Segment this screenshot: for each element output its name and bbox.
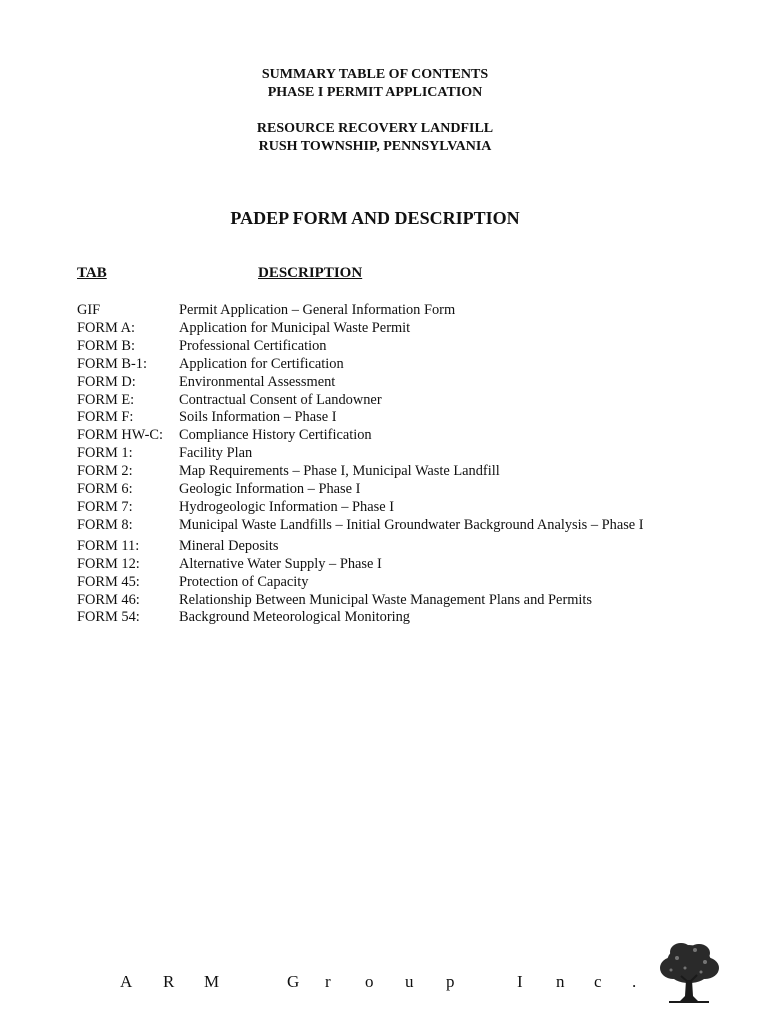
- table-row: [77, 338, 727, 356]
- row-tab: FORM B:: [77, 337, 135, 354]
- row-tab: GIF: [77, 302, 101, 318]
- row-tab: FORM 2:: [77, 463, 133, 480]
- row-description: Environmental Assessment: [179, 373, 336, 390]
- row-description: Municipal Waste Landfills – Initial Groundwater Background Analysis – Phase I: [179, 516, 644, 533]
- table-row: [77, 356, 727, 374]
- row-description: Compliance History Certification: [179, 427, 372, 444]
- row-tab: FORM 54:: [77, 609, 140, 626]
- contents-table: [77, 302, 727, 627]
- table-row: [77, 592, 727, 610]
- row-description: Hydrogeologic Information – Phase I: [179, 498, 395, 515]
- description-column-header: DESCRIPTION: [258, 265, 363, 281]
- row-tab: FORM 6:: [77, 481, 133, 498]
- row-tab: FORM 46:: [77, 591, 140, 608]
- row-description: Application for Certification: [179, 355, 344, 372]
- row-tab: FORM 12:: [77, 555, 140, 572]
- doc-title-line-1: SUMMARY TABLE OF CONTENTS: [261, 67, 489, 82]
- table-row: [77, 463, 727, 481]
- tab-column-header: TAB: [77, 265, 107, 281]
- table-row: [77, 556, 727, 574]
- row-tab: FORM F:: [77, 409, 134, 426]
- tree-logo-icon: [655, 940, 723, 1006]
- footer-letter: c: [594, 972, 602, 991]
- footer-letter: u: [405, 972, 414, 991]
- row-tab: FORM 1:: [77, 445, 133, 462]
- row-description: Application for Municipal Waste Permit: [179, 319, 411, 336]
- doc-subtitle-line-1: RESOURCE RECOVERY LANDFILL: [256, 121, 494, 136]
- footer-letter: o: [365, 972, 374, 991]
- row-description: Professional Certification: [179, 337, 327, 354]
- row-description: Geologic Information – Phase I: [179, 481, 361, 498]
- row-tab: FORM A:: [77, 319, 135, 336]
- row-description: Mineral Deposits: [179, 537, 279, 554]
- table-row: [77, 374, 727, 392]
- row-tab: FORM 7:: [77, 498, 133, 515]
- table-row: [77, 302, 727, 320]
- row-description: Facility Plan: [179, 445, 253, 462]
- doc-subtitle-line-2: RUSH TOWNSHIP, PENNSYLVANIA: [258, 139, 492, 154]
- table-row: [77, 609, 727, 627]
- table-row: [77, 538, 727, 556]
- section-title: PADEP FORM AND DESCRIPTION: [230, 208, 520, 228]
- table-row: [77, 320, 727, 338]
- footer-letter: G: [287, 972, 300, 991]
- row-description: Contractual Consent of Landowner: [179, 391, 382, 408]
- footer-letter: r: [325, 972, 331, 991]
- table-row: [77, 427, 727, 445]
- row-description: Map Requirements – Phase I, Municipal Waste Landfill: [179, 463, 500, 480]
- table-row: [77, 445, 727, 463]
- footer-letter: n: [556, 972, 565, 991]
- footer-letter: p: [446, 972, 455, 991]
- row-description: Permit Application – General Information Form: [179, 302, 456, 318]
- table-row: [77, 409, 727, 427]
- row-tab: FORM 11:: [77, 537, 140, 554]
- row-tab: FORM HW-C:: [77, 427, 163, 444]
- table-row: [77, 392, 727, 410]
- footer-letter: I: [517, 972, 523, 991]
- row-tab: FORM D:: [77, 373, 136, 390]
- footer-letter: A: [120, 972, 133, 991]
- row-description: Soils Information – Phase I: [179, 409, 337, 426]
- footer-letter: R: [163, 972, 175, 991]
- row-tab: FORM 8:: [77, 516, 133, 533]
- footer-letter: M: [204, 972, 220, 991]
- table-row: [77, 481, 727, 499]
- doc-title-line-2: PHASE I PERMIT APPLICATION: [267, 85, 483, 100]
- row-description: Alternative Water Supply – Phase I: [179, 555, 382, 572]
- row-tab: FORM B-1:: [77, 355, 147, 372]
- row-description: Relationship Between Municipal Waste Management Plans and Permits: [179, 591, 593, 608]
- table-row: [77, 574, 727, 592]
- row-tab: FORM E:: [77, 391, 135, 408]
- footer-letter: .: [632, 972, 637, 991]
- row-tab: FORM 45:: [77, 573, 140, 590]
- row-description: Background Meteorological Monitoring: [179, 609, 411, 626]
- table-row: [77, 517, 727, 535]
- row-description: Protection of Capacity: [179, 573, 309, 590]
- table-row: [77, 499, 727, 517]
